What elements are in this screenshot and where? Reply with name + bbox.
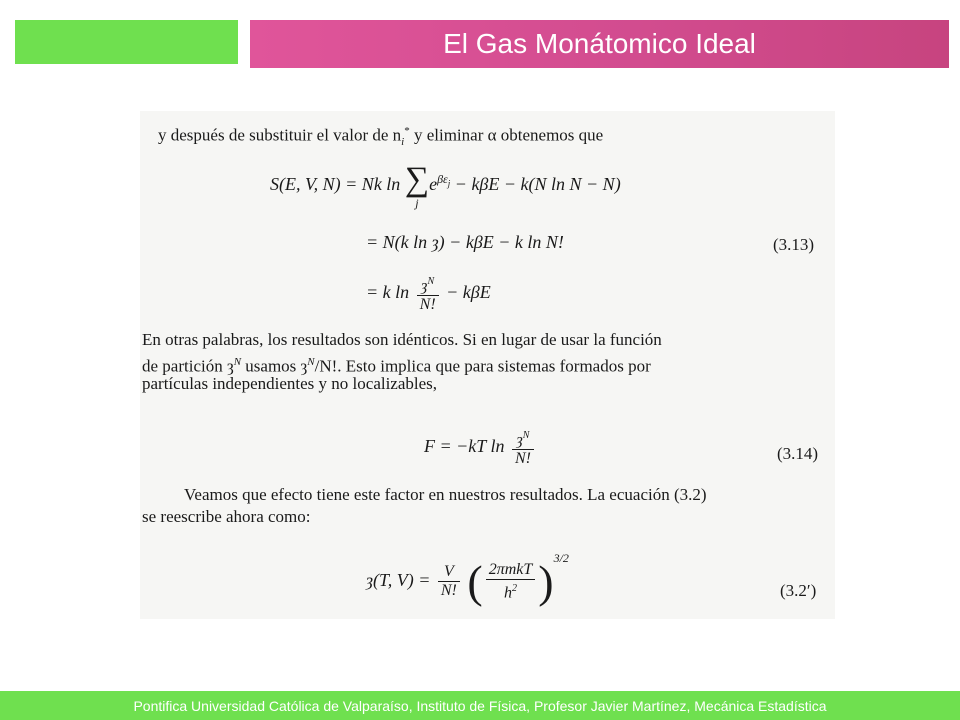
intro-tail: y eliminar α obtenemos que [409, 125, 604, 145]
scanned-page [140, 111, 835, 619]
equation-partition-function [366, 547, 569, 605]
para1-l2-sup2: N [307, 356, 315, 368]
eq4-prefix: F = −kT ln [424, 435, 505, 456]
eq5-power: 3/2 [553, 551, 569, 565]
para1-l2-mid: usamos ȝ [241, 356, 308, 376]
eq4-numerator: ȝ [516, 431, 523, 449]
eq5-frac2-numerator: 2πmkT [486, 561, 536, 580]
paragraph2-line1: Veamos que efecto tiene este factor en nuestros resultados. La ecuación (3.2) [184, 485, 707, 504]
eq3-suffix: − kβE [446, 281, 491, 302]
para1-l2-sup1: N [233, 356, 242, 368]
eq1-exponent: βε [437, 172, 448, 187]
paragraph1-line3: partículas independientes y no localizables, [142, 374, 438, 393]
eq5-frac2-denominator: h [503, 584, 512, 602]
header-accent-block [15, 20, 238, 64]
eq5-frac1-denominator: N! [440, 582, 457, 600]
equation-number-3-2-prime: (3.2′) [780, 581, 817, 600]
equation-entropy-line3 [366, 273, 491, 314]
right-paren: ) [538, 555, 554, 607]
intro-superscript: * [404, 125, 410, 137]
eq5-lhs: ȝ(T, V) = [366, 570, 431, 590]
eq5-fraction1 [438, 563, 460, 600]
para1-l2-start: de partición ȝ [142, 356, 234, 376]
intro-subscript: i [401, 136, 405, 149]
equation-number-3-14: (3.14) [777, 444, 819, 463]
eq3-prefix: = k ln [366, 281, 410, 302]
left-paren: ( [467, 555, 483, 607]
equation-entropy-line2: = N(k ln ȝ) − kβE − k ln N! [366, 232, 564, 252]
paragraph2-line2: se reescribe ahora como: [142, 507, 311, 526]
equation-free-energy [424, 427, 537, 468]
eq5-frac1-numerator: V [438, 563, 460, 582]
eq3-numerator: ȝ [421, 277, 428, 295]
eq3-fraction [417, 273, 439, 314]
eq1-lhs: S(E, V, N) = Nk ln [270, 174, 401, 195]
eq1-exp-base: e [429, 174, 438, 195]
sum-index: j [415, 196, 419, 210]
intro-text: y después de substituir el valor de n [158, 125, 402, 145]
eq5-frac2-denominator-sup: 2 [511, 583, 517, 595]
eq4-numerator-sup: N [522, 430, 530, 441]
eq3-denominator: N! [419, 296, 436, 314]
eq4-denominator: N! [514, 450, 531, 468]
paragraph1-line2 [142, 352, 651, 377]
eq5-fraction2 [486, 561, 536, 602]
eq1-rest: − kβE − k(N ln N − N) [450, 174, 621, 195]
title-bar [250, 20, 949, 68]
eq1-exponent-sub: j [447, 178, 451, 189]
equation-entropy-line1 [270, 163, 621, 209]
equation-number-3-13: (3.13) [773, 235, 815, 254]
paragraph1-line1: En otras palabras, los resultados son idénticos. Si en lugar de usar la función [142, 330, 662, 349]
slide-title: El Gas Monátomico Ideal [443, 28, 756, 59]
eq3-numerator-sup: N [427, 276, 435, 287]
summation-symbol: ∑ j [404, 161, 430, 210]
footer-text: Pontifica Universidad Católica de Valparaíso, Instituto de Física, Profesor Javier Martínez, Mecánica Estadística [133, 698, 827, 714]
intro-line [158, 121, 603, 152]
footer-bar [0, 691, 960, 720]
eq4-fraction [512, 427, 534, 468]
para1-l2-tail: /N!. Esto implica que para sistemas formados por [314, 356, 651, 376]
